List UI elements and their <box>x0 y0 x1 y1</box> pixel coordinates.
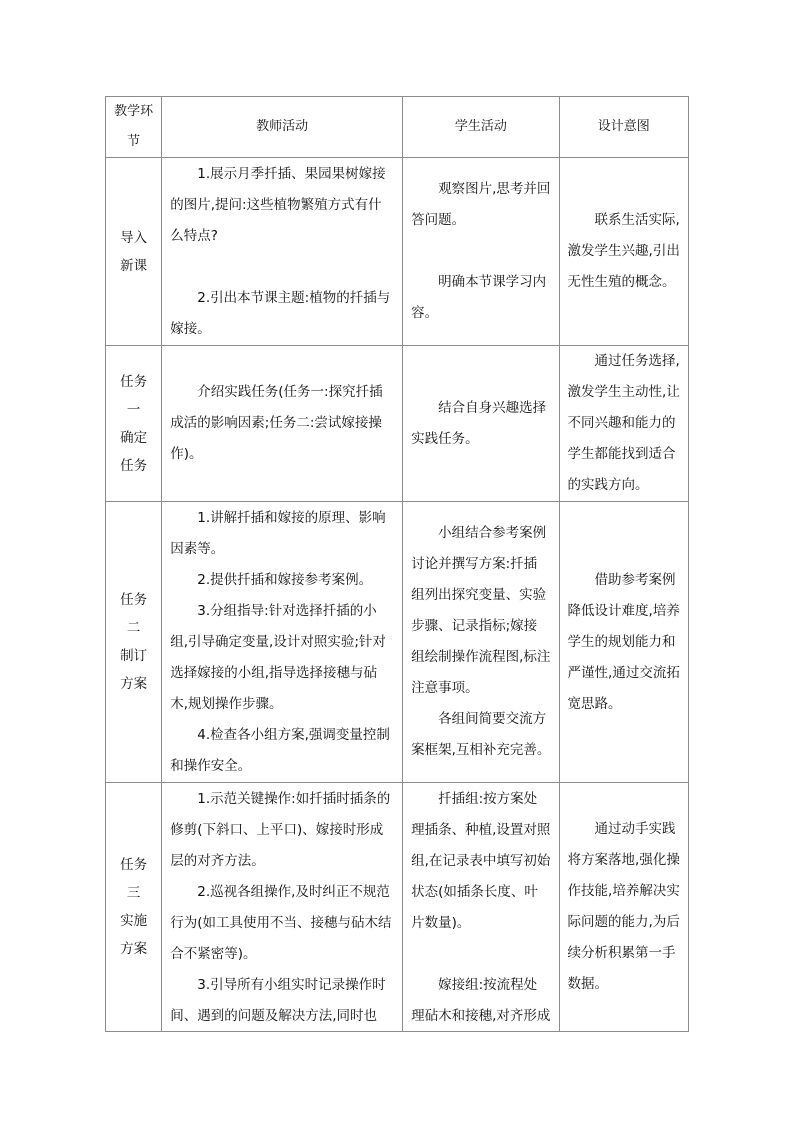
student-cell <box>403 783 559 1032</box>
table-header-row <box>106 97 689 158</box>
student-cell <box>403 502 559 783</box>
stage-label: 导入新课 <box>120 229 148 274</box>
header-stage: 教学环节 <box>106 97 162 158</box>
student-text: 明确本节课学习内容。 <box>411 274 547 321</box>
table-row <box>106 502 689 783</box>
intent-cell <box>559 783 688 1032</box>
stage-label: 确定任务 <box>120 429 148 474</box>
teacher-text: 1.展示月季扦插、果园果树嫁接的图片,提问:这些植物繁殖方式有什么特点? <box>170 165 386 244</box>
teacher-cell <box>162 502 403 783</box>
table-row <box>106 783 689 1032</box>
student-text: 小组结合参考案例讨论并撰写方案:扦插组列出探究变量、实验步骤、记录指标;嫁接组绘制操作流程图,标注注意事项。 <box>411 525 551 696</box>
intent-text: 借助参考案例降低设计难度,培养学生的规划能力和严谨性,通过交流拓宽思路。 <box>567 571 680 712</box>
stage-cell <box>106 783 162 1032</box>
student-text: 结合自身兴趣选择实践任务。 <box>411 399 547 447</box>
student-text: 扦插组:按方案处理插条、种植,设置对照组,在记录表中填写初始状态(如插条长度、叶片数量)。 <box>411 790 551 931</box>
teacher-text: 1.示范关键操作:如扦插时插条的修剪(下斜口、上平口)、嫁接时形成层的对齐方法。 <box>170 790 391 869</box>
student-cell <box>403 346 559 502</box>
lesson-plan-table <box>105 96 689 1032</box>
teacher-cell <box>162 158 403 346</box>
stage-cell <box>106 502 162 783</box>
table-row <box>106 158 689 346</box>
teacher-text: 4.检查各小组方案,强调变量控制和操作安全。 <box>170 726 390 774</box>
teacher-text: 2.提供扦插和嫁接参考案例。 <box>197 571 373 588</box>
teacher-cell <box>162 346 403 502</box>
stage-label: 任务三 <box>120 857 148 901</box>
teacher-text: 2.巡视各组操作,及时纠正不规范行为(如工具使用不当、接穗与砧木结合不紧密等)。 <box>170 883 392 962</box>
teacher-text: 3.分组指导:针对选择扦插的小组,引导确定变量,设计对照实验;针对选择嫁接的小组,指导选择接穗与砧木,规划操作步骤。 <box>170 602 386 712</box>
teacher-text: 介绍实践任务(任务一:探究扦插成活的影响因素;任务二:尝试嫁接操作)。 <box>170 384 383 462</box>
intent-cell <box>559 346 688 502</box>
student-text: 嫁接组:按流程处理砧木和接穗,对齐形成 <box>411 976 551 1024</box>
header-teacher: 教师活动 <box>162 97 403 158</box>
teacher-text: 3.引导所有小组实时记录操作时间、遇到的问题及解决方法,同时也 <box>170 976 386 1024</box>
teacher-cell <box>162 783 403 1032</box>
intent-text: 通过动手实践将方案落地,强化操作技能,培养解决实际问题的能力,为后续分析积累第一手数据。 <box>567 821 680 992</box>
stage-label: 任务一 <box>120 373 148 418</box>
table-row <box>106 346 689 502</box>
stage-label: 制订方案 <box>120 648 148 692</box>
student-text: 各组间简要交流方案框架,互相补充完善。 <box>411 711 551 758</box>
intent-cell <box>559 158 688 346</box>
intent-text: 通过任务选择,激发学生主动性,让不同兴趣和能力的学生都能找到适合的实践方向。 <box>567 353 680 493</box>
stage-cell <box>106 158 162 346</box>
teacher-text: 1.讲解扦插和嫁接的原理、影响因素等。 <box>170 509 386 557</box>
intent-text: 联系生活实际,激发学生兴趣,引出无性生殖的概念。 <box>567 212 680 290</box>
stage-label: 实施方案 <box>120 913 148 957</box>
teacher-text: 2.引出本节课主题:植物的扦插与嫁接。 <box>170 289 391 337</box>
stage-cell <box>106 346 162 502</box>
student-text: 观察图片,思考并回答问题。 <box>411 181 551 228</box>
student-cell <box>403 158 559 346</box>
stage-label: 任务二 <box>120 592 148 636</box>
header-intent: 设计意图 <box>559 97 688 158</box>
intent-cell <box>559 502 688 783</box>
header-student: 学生活动 <box>403 97 559 158</box>
